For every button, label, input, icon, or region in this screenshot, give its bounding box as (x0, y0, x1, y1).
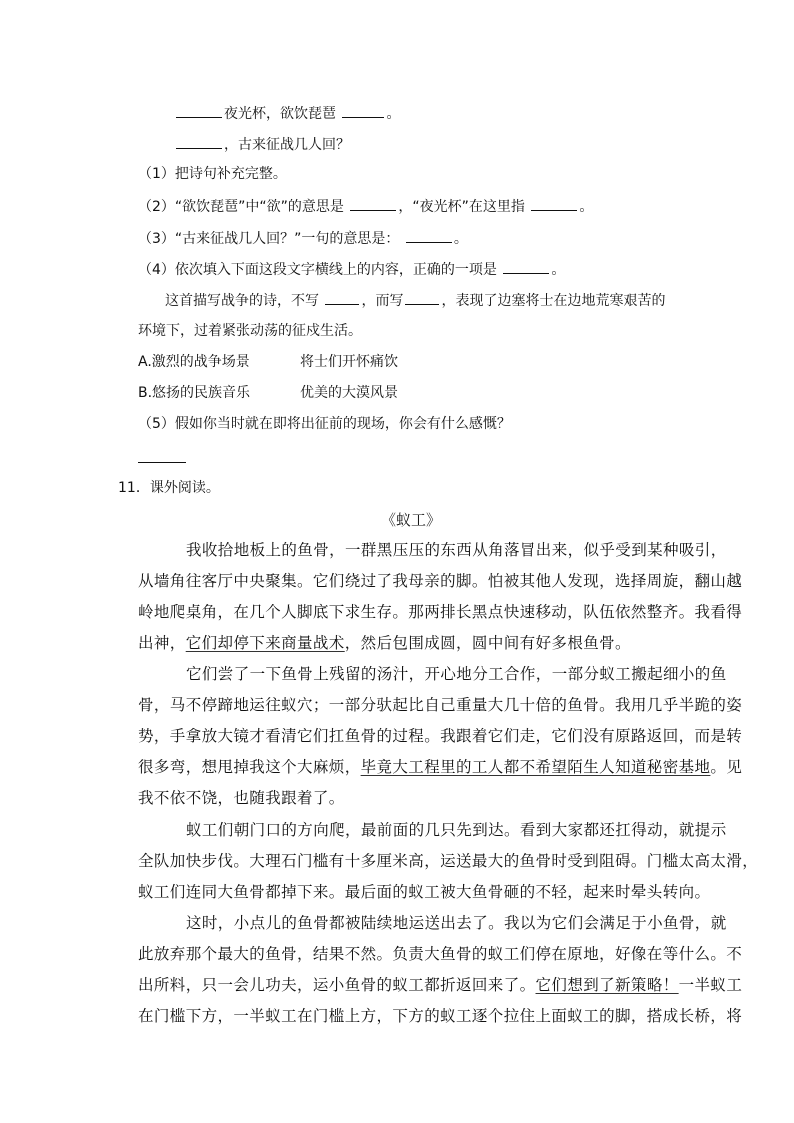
option-a-value: 将士们开怀痛饮 (300, 354, 398, 370)
option-b[interactable] (138, 383, 250, 403)
q3-blank[interactable] (406, 228, 452, 243)
option-a[interactable] (138, 352, 250, 372)
passage-line: 蚁工们连同大鱼骨都掉下来。最后面的蚁工被大鱼骨砸的不轻，起来时晕头转向。 (138, 883, 711, 901)
q2-blank-1[interactable] (350, 196, 396, 211)
question-3: （3）“古来征战几人回？”一句的意思是： 。 (138, 228, 468, 249)
underlined-phrase-3: 它们想到了新策略！ (535, 976, 679, 994)
q4-passage-blank-1[interactable] (325, 290, 359, 305)
passage-line: 这时，小点儿的鱼骨都被陆续地运送出去了。我以为它们会满足于小鱼骨，就 (186, 914, 727, 932)
passage-line: 全队加快步伐。大理石门槛有十多厘米高，运送最大的鱼骨时受到阻碍。门槛太高太滑， (138, 852, 759, 870)
question-2: （2）“欲饮琵琶”中“欲”的意思是 ，“夜光杯”在这里指 。 (138, 196, 593, 217)
poem-blank-1[interactable] (176, 103, 222, 118)
passage-line: 骨，马不停蹄地运往蚁穴；一部分驮起比自己重量大几十倍的鱼骨。我用几乎半跪的姿 (138, 696, 743, 714)
question-5: （5）假如你当时就在即将出征前的现场，你会有什么感慨？ (138, 416, 511, 432)
q4-blank[interactable] (503, 259, 549, 274)
question-1: （1）把诗句补充完整。 (138, 166, 287, 182)
passage-line: 在门槛下方，一半蚁工在门槛上方，下方的蚁工逐个拉住上面蚁工的脚，搭成长桥，将 (138, 1007, 743, 1025)
poem-line-1: 夜光杯，欲饮琵琶 。 (174, 103, 400, 124)
option-a-label: A.激烈的战争场景 (138, 354, 250, 370)
question-4-passage-line-2: 环境下，过着紧张动荡的征戍生活。 (138, 323, 362, 339)
passage-line: 出所料，只一会儿功夫，运小鱼骨的蚁工都折返回来了。它们想到了新策略！一半蚁工 (138, 976, 743, 994)
q2-blank-2[interactable] (531, 196, 577, 211)
poem-line-2-text: ，古来征战几人回？ (224, 137, 350, 153)
question-4: （4）依次填入下面这段文字横线上的内容，正确的一项是 。 (138, 259, 565, 280)
question-4-passage-line-1: 这首描写战争的诗，不写 ，而写 ，表现了边塞将士在边地荒寒艰苦的 (165, 290, 665, 311)
passage-line: 岭地爬桌角，在几个人脚底下求生存。那两排长黑点快速移动，队伍依然整齐。我看得 (138, 603, 743, 621)
passage-line: 它们尝了一下鱼骨上残留的汤汁，开心地分工合作，一部分蚁工搬起细小的鱼 (186, 665, 727, 683)
poem-line-1-text: 夜光杯，欲饮琵琶 (224, 106, 336, 122)
passage-line: 势，手拿放大镜才看清它们扛鱼骨的过程。我跟着它们走，它们没有原路返回，而是转 (138, 727, 743, 745)
underlined-phrase-1: 它们却停下来商量战术 (185, 634, 345, 652)
underlined-phrase-2: 毕竟大工程里的工人都不希望陌生人知道秘密基地 (360, 758, 711, 776)
option-b-value: 优美的大漠风景 (300, 385, 398, 401)
option-b-label: B.悠扬的民族音乐 (138, 385, 251, 401)
q4-passage-blank-2[interactable] (405, 290, 439, 305)
poem-line-2 (174, 134, 350, 155)
passage-line: 从墙角往客厅中央聚集。它们绕过了我母亲的脚。怕被其他人发现，选择周旋，翻山越 (138, 572, 743, 590)
passage-title: 《蚁工》 (381, 511, 442, 529)
q5-answer-line[interactable] (138, 448, 186, 469)
poem-blank-2[interactable] (342, 103, 384, 118)
section-11-heading: 11．课外阅读。 (118, 480, 220, 496)
passage-line: 此放弃那个最大的鱼骨，结果不然。负责大鱼骨的蚁工们停在原地，好像在等什么。不 (138, 945, 743, 963)
passage-line: 蚁工们朝门口的方向爬，最前面的几只先到达。看到大家都还扛得动，就提示 (186, 821, 727, 839)
passage-line: 很多弯，想甩掉我这个大麻烦，毕竟大工程里的工人都不希望陌生人知道秘密基地。见 (138, 758, 743, 776)
passage-line: 出神，它们却停下来商量战术，然后包围成圆，圆中间有好多根鱼骨。 (138, 634, 631, 652)
poem-blank-3[interactable] (176, 134, 222, 149)
passage-line: 我不依不饶，也随我跟着了。 (138, 789, 345, 807)
passage-line: 我收拾地板上的鱼骨，一群黑压压的东西从角落冒出来，似乎受到某种吸引， (186, 541, 727, 559)
